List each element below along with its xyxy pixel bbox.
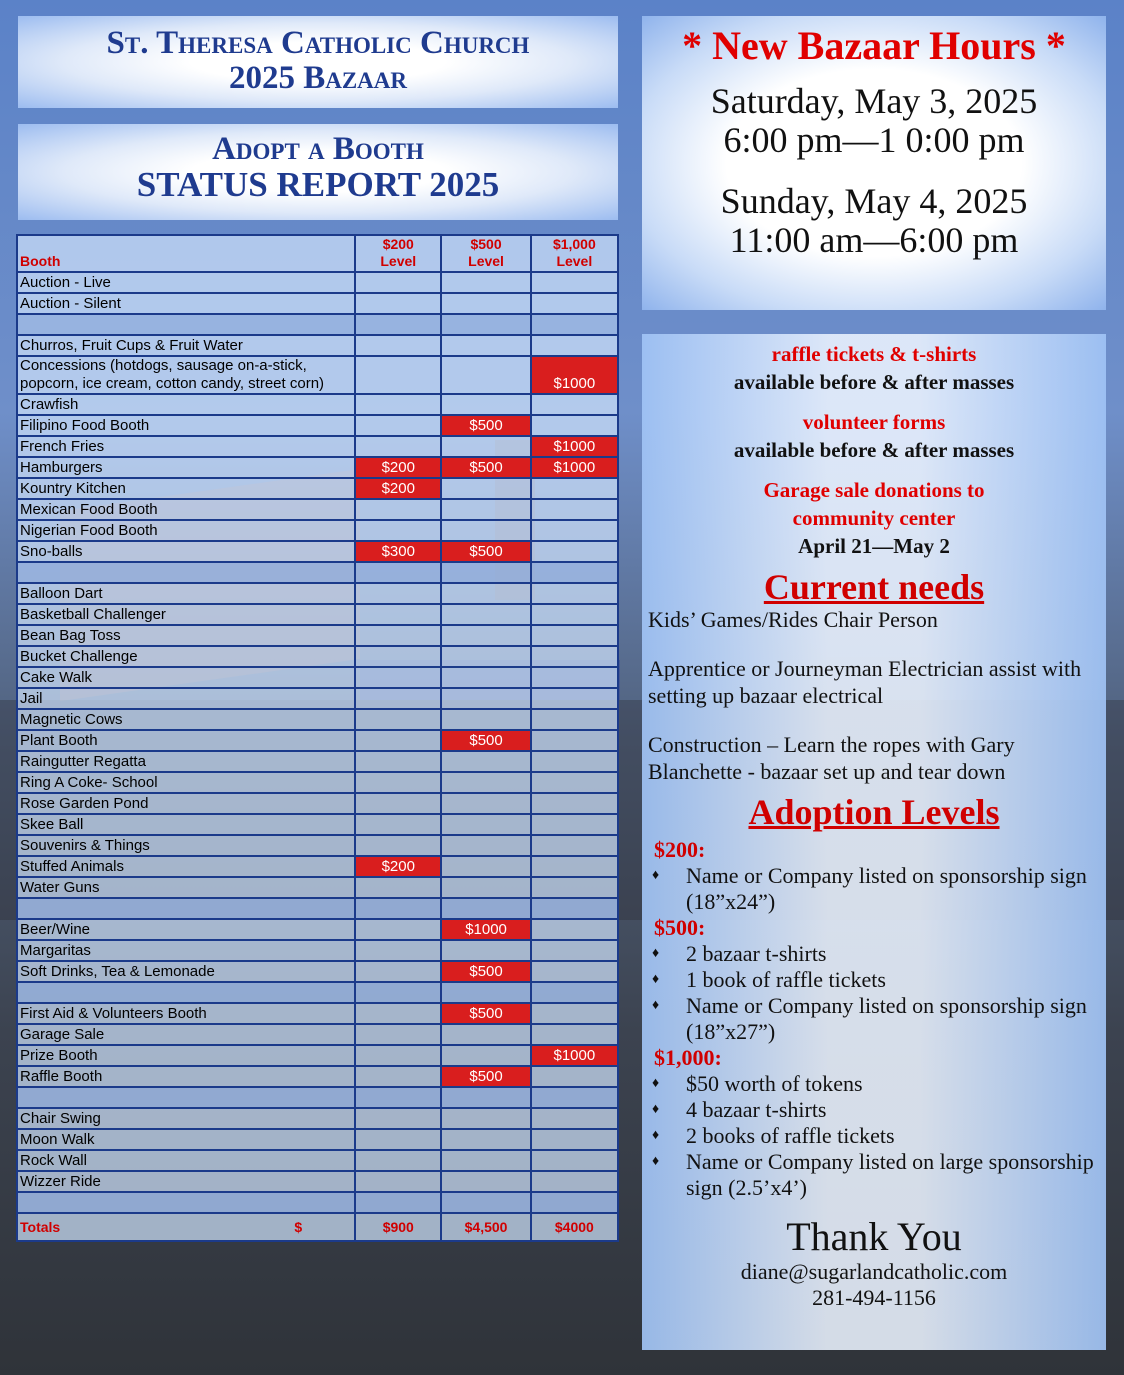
level-1000-cell [531,541,618,562]
booth-name: First Aid & Volunteers Booth [17,1003,355,1024]
spacer-row [17,898,618,919]
level-200-cell [355,1003,441,1024]
table-row [17,499,618,520]
perk-item [652,941,1106,967]
table-row [17,1171,618,1192]
level-500-cell [441,709,530,730]
level-1000-cell [531,646,618,667]
table-row [17,394,618,415]
spacer-row [17,1192,618,1213]
spacer-cell [17,898,355,919]
level-500-cell: $500 [441,541,530,562]
level-500-header: $500 Level [441,235,530,272]
level-200-cell [355,520,441,541]
level-200-cell [355,688,441,709]
table-row [17,835,618,856]
level-1000-cell [531,583,618,604]
current-needs-heading: Current needs [763,567,985,607]
perk-item [652,1123,1106,1149]
booth-name: Auction - Silent [17,293,355,314]
booth-name: Mexican Food Booth [17,499,355,520]
spacer-cell [531,898,618,919]
total-200: $900 [355,1213,441,1241]
spacer-cell [531,1087,618,1108]
level-1000-cell [531,520,618,541]
perk-text: $50 worth of tokens [686,1071,863,1096]
table-row [17,478,618,499]
booth-name: Jail [17,688,355,709]
level-1000-cell [531,625,618,646]
level-1000-header: $1,000 Level [531,235,618,272]
level-500-cell [441,856,530,877]
perk-item [652,1071,1106,1097]
booth-name: Plant Booth [17,730,355,751]
spacer-row [17,314,618,335]
level-500-cell [441,604,530,625]
spacer-cell [17,314,355,335]
totals-label: Totals $ [17,1213,355,1241]
level-1000-cell [531,730,618,751]
perk-item [652,863,1106,915]
level-1000-cell [531,499,618,520]
booth-name: Basketball Challenger [17,604,355,625]
level-200-cell [355,877,441,898]
booth-name: Bucket Challenge [17,646,355,667]
booth-name: Bean Bag Toss [17,625,355,646]
booth-name: Beer/Wine [17,919,355,940]
level-500-cell: $500 [441,1003,530,1024]
level-200-cell [355,604,441,625]
perk-text: Name or Company listed on large sponsorship sign (2.5’x4’) [686,1149,1094,1200]
level-200-cell [355,625,441,646]
spacer-row [17,982,618,1003]
table-row [17,730,618,751]
table-row [17,1066,618,1087]
level-500-cell [441,1045,530,1066]
table-row [17,1045,618,1066]
level-1000-cell [531,1003,618,1024]
table-row [17,688,618,709]
level-500-cell [441,335,530,356]
garage-title-1: Garage sale donations to [763,478,985,502]
spacer-cell [531,1192,618,1213]
info-panel [642,334,1106,1350]
table-row [17,709,618,730]
table-row [17,919,618,940]
level-200-cell [355,709,441,730]
level-1000-cell [531,604,618,625]
total-1000: $4000 [531,1213,618,1241]
level-1000-cell [531,688,618,709]
level-1000-cell [531,478,618,499]
adoption-levels-list [642,837,1106,1201]
spacer-cell [355,982,441,1003]
level-200-cell [355,730,441,751]
status-report-banner [18,124,618,220]
level-1000-cell [531,1066,618,1087]
level-200-cell [355,1129,441,1150]
level-1000-cell [531,793,618,814]
booth-name: Prize Booth [17,1045,355,1066]
level-500-cell: $1000 [441,919,530,940]
level-200-cell: $200 [355,856,441,877]
level-500-cell [441,293,530,314]
perk-list [642,941,1106,1045]
table-row [17,293,618,314]
level-1000-cell: $1000 [531,1045,618,1066]
table-row [17,793,618,814]
level-1000-cell [531,1150,618,1171]
booth-name: Churros, Fruit Cups & Fruit Water [17,335,355,356]
table-row [17,541,618,562]
booth-name: Stuffed Animals [17,856,355,877]
booth-column-header: Booth [17,235,355,272]
level-1000-cell [531,415,618,436]
spacer-cell [441,1087,530,1108]
booth-name: Rock Wall [17,1150,355,1171]
sunday-time: 11:00 am—6:00 pm [729,220,1019,260]
spacer-cell [17,982,355,1003]
need-item: Construction – Learn the ropes with Gary Blanchette - bazaar set up and tear down [648,732,1015,784]
table-header-row [17,235,618,272]
level-1000-cell [531,961,618,982]
spacer-cell [441,982,530,1003]
level-500-cell: $500 [441,1066,530,1087]
level-500-cell [441,751,530,772]
level-200-cell [355,751,441,772]
diamond-bullet-icon: ♦ [652,946,660,961]
table-row [17,272,618,293]
level-200-cell [355,814,441,835]
level-500-cell [441,478,530,499]
adoption-levels-heading: Adoption Levels [748,792,1000,832]
raffle-sub: available before & after masses [733,370,1015,394]
level-200-cell [355,335,441,356]
level-500-cell [441,688,530,709]
level-200-cell [355,835,441,856]
saturday-time: 6:00 pm—1 0:00 pm [723,120,1025,160]
level-500-cell [441,1129,530,1150]
level-200-cell [355,1171,441,1192]
spacer-cell [531,562,618,583]
table-row [17,335,618,356]
level-1000-cell [531,772,618,793]
table-row [17,583,618,604]
booth-name: Cake Walk [17,667,355,688]
booth-name: Magnetic Cows [17,709,355,730]
perk-item [652,967,1106,993]
table-row [17,772,618,793]
level-200-cell: $200 [355,457,441,478]
spacer-cell [441,1192,530,1213]
diamond-bullet-icon: ♦ [652,1076,660,1091]
booth-name: French Fries [17,436,355,457]
spacer-cell [441,562,530,583]
booth-name: Auction - Live [17,272,355,293]
level-1000-cell: $1000 [531,356,618,394]
table-row [17,520,618,541]
level-200-header: $200 Level [355,235,441,272]
level-500-cell [441,625,530,646]
booth-status-table [16,234,619,1242]
booth-name: Skee Ball [17,814,355,835]
table-row [17,877,618,898]
booth-name: Chair Swing [17,1108,355,1129]
level-1000-cell: $1000 [531,436,618,457]
level-200-cell [355,583,441,604]
table-row [17,604,618,625]
perk-text: 1 book of raffle tickets [686,967,886,992]
perk-text: Name or Company listed on sponsorship sign (18”x27”) [686,993,1087,1044]
level-500-cell [441,667,530,688]
garage-dates: April 21—May 2 [798,534,950,558]
table-row [17,667,618,688]
totals-row [17,1213,618,1241]
level-500-cell: $500 [441,457,530,478]
booth-name: Moon Walk [17,1129,355,1150]
perk-text: 2 bazaar t-shirts [686,941,827,966]
contact-email[interactable]: diane@sugarlandcatholic.com [740,1259,1008,1284]
bazaar-hours-panel [642,16,1106,310]
level-label: $200: [654,837,706,862]
level-1000-cell: $1000 [531,457,618,478]
booth-name: Raffle Booth [17,1066,355,1087]
thank-you: Thank You [786,1214,962,1259]
booth-name: Concessions (hotdogs, sausage on-a-stick, popcorn, ice cream, cotton candy, street corn) [17,356,355,394]
raffle-title: raffle tickets & t-shirts [771,342,977,366]
level-label: $500: [654,915,706,940]
spacer-cell [441,314,530,335]
level-1000-cell [531,1171,618,1192]
level-500-cell [441,646,530,667]
garage-title-2: community center [792,506,956,530]
level-500-cell [441,272,530,293]
table-row [17,961,618,982]
level-1000-cell [531,394,618,415]
booth-name: Filipino Food Booth [17,415,355,436]
level-500-cell [441,1171,530,1192]
level-500-cell [441,394,530,415]
booth-name: Margaritas [17,940,355,961]
level-1000-cell [531,293,618,314]
booth-name: Soft Drinks, Tea & Lemonade [17,961,355,982]
contact-phone: 281-494-1156 [812,1285,936,1310]
table-row [17,940,618,961]
level-200-cell [355,394,441,415]
total-500: $4,500 [441,1213,530,1241]
level-200-cell [355,667,441,688]
level-200-cell [355,356,441,394]
booth-name: Crawfish [17,394,355,415]
table-row [17,1108,618,1129]
level-200-cell [355,499,441,520]
level-1000-cell [531,940,618,961]
booth-name: Garage Sale [17,1024,355,1045]
spacer-cell [531,982,618,1003]
table-row [17,436,618,457]
level-200-cell [355,940,441,961]
level-200-cell [355,646,441,667]
level-200-cell [355,436,441,457]
table-row [17,814,618,835]
table-row [17,625,618,646]
spacer-cell [355,314,441,335]
level-500-cell [441,1108,530,1129]
level-500-cell [441,940,530,961]
level-200-cell [355,415,441,436]
need-item: Apprentice or Journeyman Electrician assist with setting up bazaar electrical [648,656,1082,708]
perk-text: 2 books of raffle tickets [686,1123,895,1148]
level-500-cell [441,1150,530,1171]
level-200-cell [355,1150,441,1171]
status-report-title: STATUS REPORT 2025 [136,164,500,204]
level-1000-cell [531,1108,618,1129]
spacer-cell [17,1192,355,1213]
booth-name: Balloon Dart [17,583,355,604]
level-500-cell: $500 [441,415,530,436]
perk-text: 4 bazaar t-shirts [686,1097,827,1122]
spacer-cell [531,314,618,335]
booth-name: Ring A Coke- School [17,772,355,793]
diamond-bullet-icon: ♦ [652,1128,660,1143]
level-200-cell [355,293,441,314]
table-row [17,356,618,394]
spacer-cell [17,1087,355,1108]
spacer-cell [355,898,441,919]
table-row [17,415,618,436]
spacer-cell [441,898,530,919]
booth-name: Kountry Kitchen [17,478,355,499]
level-500-cell [441,356,530,394]
level-200-cell [355,1066,441,1087]
diamond-bullet-icon: ♦ [652,998,660,1013]
booth-name: Raingutter Regatta [17,751,355,772]
perk-item [652,1097,1106,1123]
booth-name: Wizzer Ride [17,1171,355,1192]
level-500-cell [441,793,530,814]
hours-title: * New Bazaar Hours * [682,23,1066,68]
level-1000-cell [531,335,618,356]
church-name: St. Theresa Catholic Church [106,25,530,61]
level-1000-cell [531,835,618,856]
level-200-cell [355,1024,441,1045]
level-500-cell: $500 [441,730,530,751]
spacer-cell [355,1087,441,1108]
bazaar-year: 2025 Bazaar [228,59,408,96]
table-row [17,751,618,772]
saturday-date: Saturday, May 3, 2025 [710,81,1038,121]
diamond-bullet-icon: ♦ [652,868,660,883]
need-item: Kids’ Games/Rides Chair Person [648,607,938,632]
table-row [17,1003,618,1024]
volunteer-title: volunteer forms [802,410,946,434]
diamond-bullet-icon: ♦ [652,972,660,987]
perk-item [652,1149,1106,1201]
level-500-cell: $500 [441,961,530,982]
spacer-cell [17,562,355,583]
level-1000-cell [531,667,618,688]
level-500-cell [441,772,530,793]
level-200-cell [355,272,441,293]
level-1000-cell [531,814,618,835]
level-500-cell [441,436,530,457]
booth-name: Water Guns [17,877,355,898]
perk-text: Name or Company listed on sponsorship sign (18”x24”) [686,863,1087,914]
table-row [17,1150,618,1171]
level-label: $1,000: [654,1045,722,1070]
perk-list [642,1071,1106,1201]
level-1000-cell [531,877,618,898]
volunteer-sub: available before & after masses [733,438,1015,462]
booth-name: Sno-balls [17,541,355,562]
level-200-cell [355,772,441,793]
table-row [17,1129,618,1150]
level-500-cell [441,499,530,520]
diamond-bullet-icon: ♦ [652,1102,660,1117]
level-500-cell [441,835,530,856]
level-1000-cell [531,856,618,877]
church-title-banner [18,16,618,108]
level-200-cell [355,919,441,940]
level-1000-cell [531,751,618,772]
perk-list [642,863,1106,915]
spacer-cell [355,1192,441,1213]
level-200-cell [355,793,441,814]
booth-name: Nigerian Food Booth [17,520,355,541]
level-1000-cell [531,1024,618,1045]
booth-name: Rose Garden Pond [17,793,355,814]
level-1000-cell [531,272,618,293]
diamond-bullet-icon: ♦ [652,1154,660,1169]
table-row [17,646,618,667]
level-500-cell [441,583,530,604]
level-200-cell [355,1108,441,1129]
spacer-cell [355,562,441,583]
level-1000-cell [531,709,618,730]
level-500-cell [441,1024,530,1045]
level-1000-cell [531,1129,618,1150]
adopt-booth-title: Adopt a Booth [212,131,424,167]
booth-name: Hamburgers [17,457,355,478]
level-500-cell [441,877,530,898]
perk-item [652,993,1106,1045]
sunday-date: Sunday, May 4, 2025 [720,181,1028,221]
table-row [17,457,618,478]
level-500-cell [441,520,530,541]
spacer-row [17,1087,618,1108]
level-500-cell [441,814,530,835]
level-200-cell [355,1045,441,1066]
table-row [17,856,618,877]
table-row [17,1024,618,1045]
booth-name: Souvenirs & Things [17,835,355,856]
level-200-cell: $300 [355,541,441,562]
level-200-cell: $200 [355,478,441,499]
spacer-row [17,562,618,583]
level-200-cell [355,961,441,982]
level-1000-cell [531,919,618,940]
